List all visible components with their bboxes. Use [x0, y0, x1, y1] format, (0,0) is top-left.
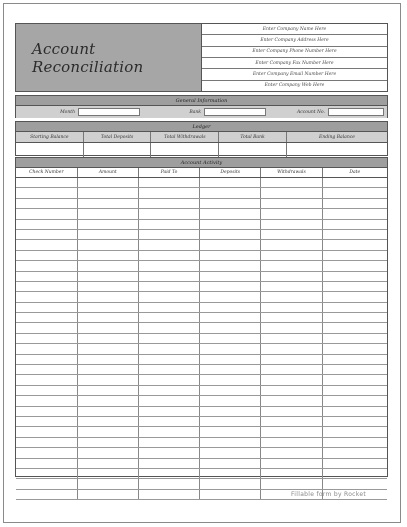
ledger-heading: Ledger [16, 122, 387, 132]
paid-to-cell[interactable] [138, 479, 199, 489]
check-number-cell[interactable] [16, 406, 77, 416]
date-cell[interactable] [322, 219, 387, 229]
paid-to-cell[interactable] [138, 375, 199, 385]
withdrawals-cell[interactable] [261, 198, 322, 208]
deposits-header: Deposits [200, 168, 261, 178]
withdrawals-cell[interactable] [261, 323, 322, 333]
paid-to-cell[interactable] [138, 333, 199, 343]
check-number-cell[interactable] [16, 313, 77, 323]
ending-balance-label: Ending Balance [319, 134, 355, 140]
deposits-cell[interactable] [200, 178, 261, 188]
total-deposits-label: Total Deposits [84, 132, 152, 142]
withdrawals-cell[interactable] [261, 344, 322, 354]
table-row [16, 209, 387, 219]
paid-to-cell[interactable] [138, 313, 199, 323]
check-number-cell[interactable] [16, 188, 77, 198]
amount-cell[interactable] [77, 375, 138, 385]
date-header: Date [322, 168, 387, 178]
table-row [16, 292, 387, 302]
check-number-cell[interactable] [16, 458, 77, 468]
paid-to-cell[interactable] [138, 416, 199, 426]
table-row [16, 178, 387, 188]
deposits-cell[interactable] [200, 292, 261, 302]
company-address-field[interactable]: Enter Company Address Here [202, 35, 387, 46]
withdrawals-cell[interactable] [261, 292, 322, 302]
starting-balance-label: Starting Balance [16, 132, 84, 142]
check-number-cell[interactable] [16, 178, 77, 188]
paid-to-cell[interactable] [138, 427, 199, 437]
paid-to-cell[interactable] [138, 261, 199, 271]
bank-label: Bank [189, 109, 201, 115]
withdrawals-cell[interactable] [261, 313, 322, 323]
table-row [16, 250, 387, 260]
paid-to-cell[interactable] [138, 437, 199, 447]
amount-cell[interactable] [77, 323, 138, 333]
amount-cell[interactable] [77, 229, 138, 239]
amount-cell[interactable] [77, 271, 138, 281]
deposits-cell[interactable] [200, 271, 261, 281]
footer-watermark: Fillable form by Rocket [290, 491, 366, 498]
check-number-cell[interactable] [16, 365, 77, 375]
deposits-cell[interactable] [200, 323, 261, 333]
withdrawals-cell[interactable] [261, 178, 322, 188]
amount-cell[interactable] [77, 489, 138, 499]
paid-to-cell[interactable] [138, 385, 199, 395]
check-number-header: Check Number [16, 168, 77, 178]
date-cell[interactable] [322, 240, 387, 250]
check-number-cell[interactable] [16, 468, 77, 478]
table-row [16, 188, 387, 198]
deposits-cell[interactable] [200, 427, 261, 437]
check-number-cell[interactable] [16, 219, 77, 229]
date-cell[interactable] [322, 479, 387, 489]
table-row [16, 427, 387, 437]
amount-cell[interactable] [77, 385, 138, 395]
check-number-cell[interactable] [16, 271, 77, 281]
account-number-label: Account No. [296, 109, 325, 115]
company-name-field[interactable]: Enter Company Name Here [202, 24, 387, 35]
withdrawals-cell[interactable] [261, 458, 322, 468]
deposits-cell[interactable] [200, 468, 261, 478]
table-row [16, 375, 387, 385]
deposits-cell[interactable] [200, 313, 261, 323]
withdrawals-cell[interactable] [261, 396, 322, 406]
total-bank-field[interactable] [219, 143, 287, 157]
check-number-cell[interactable] [16, 323, 77, 333]
date-cell[interactable] [322, 437, 387, 447]
amount-cell[interactable] [77, 458, 138, 468]
check-number-cell[interactable] [16, 489, 77, 499]
table-row [16, 271, 387, 281]
paid-to-cell[interactable] [138, 209, 199, 219]
deposits-cell[interactable] [200, 229, 261, 239]
table-row [16, 396, 387, 406]
paid-to-cell[interactable] [138, 219, 199, 229]
deposits-cell[interactable] [200, 198, 261, 208]
table-row [16, 406, 387, 416]
date-cell[interactable] [322, 448, 387, 458]
general-information-heading: General Information [16, 96, 387, 106]
amount-cell[interactable] [77, 448, 138, 458]
month-label: Month [60, 109, 75, 115]
amount-cell[interactable] [77, 313, 138, 323]
account-activity-heading: Account Activity [16, 158, 387, 168]
withdrawals-cell[interactable] [261, 479, 322, 489]
table-row [16, 333, 387, 343]
withdrawals-cell[interactable] [261, 188, 322, 198]
general-information-row [16, 106, 387, 118]
deposits-cell[interactable] [200, 375, 261, 385]
date-cell[interactable] [322, 302, 387, 312]
table-row [16, 240, 387, 250]
paid-to-cell[interactable] [138, 323, 199, 333]
paid-to-cell[interactable] [138, 271, 199, 281]
table-row [16, 281, 387, 291]
deposits-cell[interactable] [200, 479, 261, 489]
deposits-cell[interactable] [200, 219, 261, 229]
paid-to-cell[interactable] [138, 448, 199, 458]
paid-to-cell[interactable] [138, 302, 199, 312]
ledger-values [16, 143, 387, 157]
account-number-field[interactable] [328, 108, 384, 116]
paid-to-cell[interactable] [138, 344, 199, 354]
withdrawals-cell[interactable] [261, 448, 322, 458]
table-row [16, 344, 387, 354]
total-deposits-field[interactable] [84, 143, 152, 157]
check-number-cell[interactable] [16, 437, 77, 447]
paid-to-cell[interactable] [138, 188, 199, 198]
date-cell[interactable] [322, 250, 387, 260]
table-row [16, 219, 387, 229]
form-page [3, 3, 401, 523]
deposits-cell[interactable] [200, 437, 261, 447]
deposits-cell[interactable] [200, 209, 261, 219]
table-row [16, 416, 387, 426]
date-cell[interactable] [322, 261, 387, 271]
amount-cell[interactable] [77, 250, 138, 260]
account-activity-section [15, 157, 388, 477]
check-number-cell[interactable] [16, 292, 77, 302]
activity-rows [16, 178, 387, 500]
withdrawals-cell[interactable] [261, 354, 322, 364]
deposits-cell[interactable] [200, 448, 261, 458]
withdrawals-cell[interactable] [261, 437, 322, 447]
deposits-cell[interactable] [200, 365, 261, 375]
paid-to-cell[interactable] [138, 240, 199, 250]
date-cell[interactable] [322, 281, 387, 291]
form-title: Account Reconciliation [32, 39, 144, 76]
date-cell[interactable] [322, 229, 387, 239]
withdrawals-cell[interactable] [261, 416, 322, 426]
date-cell[interactable] [322, 178, 387, 188]
check-number-cell[interactable] [16, 354, 77, 364]
account-activity-table [16, 168, 387, 500]
check-number-cell[interactable] [16, 385, 77, 395]
company-phone-field[interactable]: Enter Company Phone Number Here [202, 47, 387, 58]
check-number-cell[interactable] [16, 427, 77, 437]
table-row [16, 479, 387, 489]
table-row [16, 365, 387, 375]
date-cell[interactable] [322, 427, 387, 437]
company-web-field[interactable]: Enter Company Web Here [264, 83, 325, 89]
deposits-cell[interactable] [200, 458, 261, 468]
deposits-cell[interactable] [200, 385, 261, 395]
amount-cell[interactable] [77, 396, 138, 406]
withdrawals-cell[interactable] [261, 250, 322, 260]
paid-to-header: Paid To [138, 168, 199, 178]
paid-to-cell[interactable] [138, 198, 199, 208]
deposits-cell[interactable] [200, 333, 261, 343]
general-information-section [15, 95, 388, 118]
deposits-cell[interactable] [200, 281, 261, 291]
amount-cell[interactable] [77, 354, 138, 364]
withdrawals-cell[interactable] [261, 261, 322, 271]
deposits-cell[interactable] [200, 188, 261, 198]
withdrawals-cell[interactable] [261, 406, 322, 416]
withdrawals-cell[interactable] [261, 281, 322, 291]
check-number-cell[interactable] [16, 229, 77, 239]
date-cell[interactable] [322, 354, 387, 364]
deposits-cell[interactable] [200, 302, 261, 312]
deposits-cell[interactable] [200, 261, 261, 271]
date-cell[interactable] [322, 416, 387, 426]
paid-to-cell[interactable] [138, 250, 199, 260]
date-cell[interactable] [322, 313, 387, 323]
company-info [202, 24, 387, 91]
deposits-cell[interactable] [200, 489, 261, 499]
ledger-labels [16, 132, 387, 143]
table-row [16, 313, 387, 323]
table-row [16, 468, 387, 478]
date-cell[interactable] [322, 344, 387, 354]
deposits-cell[interactable] [200, 250, 261, 260]
company-email-field[interactable]: Enter Company Email Number Here [202, 69, 387, 80]
withdrawals-cell[interactable] [261, 302, 322, 312]
check-number-cell[interactable] [16, 333, 77, 343]
deposits-cell[interactable] [200, 344, 261, 354]
check-number-cell[interactable] [16, 240, 77, 250]
date-cell[interactable] [322, 375, 387, 385]
amount-cell[interactable] [77, 209, 138, 219]
check-number-cell[interactable] [16, 344, 77, 354]
paid-to-cell[interactable] [138, 365, 199, 375]
check-number-cell[interactable] [16, 261, 77, 271]
check-number-cell[interactable] [16, 250, 77, 260]
table-row [16, 354, 387, 364]
date-cell[interactable] [322, 468, 387, 478]
amount-cell[interactable] [77, 406, 138, 416]
date-cell[interactable] [322, 385, 387, 395]
check-number-cell[interactable] [16, 479, 77, 489]
total-bank-label: Total Bank [219, 132, 287, 142]
paid-to-cell[interactable] [138, 281, 199, 291]
total-withdrawals-field[interactable] [151, 143, 219, 157]
amount-cell[interactable] [77, 219, 138, 229]
amount-cell[interactable] [77, 416, 138, 426]
table-row [16, 229, 387, 239]
check-number-cell[interactable] [16, 416, 77, 426]
amount-cell[interactable] [77, 178, 138, 188]
amount-cell[interactable] [77, 198, 138, 208]
check-number-cell[interactable] [16, 302, 77, 312]
table-row [16, 261, 387, 271]
check-number-cell[interactable] [16, 448, 77, 458]
table-row [16, 448, 387, 458]
amount-cell[interactable] [77, 365, 138, 375]
withdrawals-cell[interactable] [261, 365, 322, 375]
paid-to-cell[interactable] [138, 178, 199, 188]
check-number-cell[interactable] [16, 396, 77, 406]
paid-to-cell[interactable] [138, 406, 199, 416]
date-cell[interactable] [322, 209, 387, 219]
table-row [16, 458, 387, 468]
check-number-cell[interactable] [16, 198, 77, 208]
title-box [16, 24, 202, 91]
ledger-section [15, 121, 388, 156]
withdrawals-cell[interactable] [261, 333, 322, 343]
amount-cell[interactable] [77, 292, 138, 302]
table-row [16, 385, 387, 395]
withdrawals-cell[interactable] [261, 219, 322, 229]
deposits-cell[interactable] [200, 354, 261, 364]
amount-cell[interactable] [77, 188, 138, 198]
table-row [16, 302, 387, 312]
withdrawals-cell[interactable] [261, 427, 322, 437]
table-row [16, 198, 387, 208]
withdrawals-cell[interactable] [261, 209, 322, 219]
withdrawals-cell[interactable] [261, 240, 322, 250]
amount-cell[interactable] [77, 479, 138, 489]
paid-to-cell[interactable] [138, 458, 199, 468]
withdrawals-cell[interactable] [261, 375, 322, 385]
paid-to-cell[interactable] [138, 468, 199, 478]
paid-to-cell[interactable] [138, 292, 199, 302]
withdrawals-header: Withdrawals [261, 168, 322, 178]
amount-cell[interactable] [77, 240, 138, 250]
total-withdrawals-label: Total Withdrawals [151, 132, 219, 142]
deposits-cell[interactable] [200, 416, 261, 426]
table-row [16, 323, 387, 333]
date-cell[interactable] [322, 396, 387, 406]
check-number-cell[interactable] [16, 209, 77, 219]
amount-cell[interactable] [77, 333, 138, 343]
amount-cell[interactable] [77, 427, 138, 437]
date-cell[interactable] [322, 271, 387, 281]
date-cell[interactable] [322, 458, 387, 468]
date-cell[interactable] [322, 365, 387, 375]
form-header [15, 23, 388, 92]
withdrawals-cell[interactable] [261, 385, 322, 395]
amount-cell[interactable] [77, 261, 138, 271]
amount-cell[interactable] [77, 302, 138, 312]
date-cell[interactable] [322, 406, 387, 416]
activity-header-row [16, 168, 387, 178]
date-cell[interactable] [322, 292, 387, 302]
date-cell[interactable] [322, 188, 387, 198]
ending-balance-field[interactable] [287, 143, 387, 157]
withdrawals-cell[interactable] [261, 271, 322, 281]
starting-balance-field[interactable] [16, 143, 84, 157]
deposits-cell[interactable] [200, 240, 261, 250]
paid-to-cell[interactable] [138, 489, 199, 499]
withdrawals-cell[interactable] [261, 468, 322, 478]
paid-to-cell[interactable] [138, 229, 199, 239]
date-cell[interactable] [322, 323, 387, 333]
deposits-cell[interactable] [200, 406, 261, 416]
amount-header: Amount [77, 168, 138, 178]
date-cell[interactable] [322, 333, 387, 343]
check-number-cell[interactable] [16, 281, 77, 291]
amount-cell[interactable] [77, 281, 138, 291]
date-cell[interactable] [322, 198, 387, 208]
table-row [16, 437, 387, 447]
month-field[interactable] [78, 108, 140, 116]
withdrawals-cell[interactable] [261, 229, 322, 239]
paid-to-cell[interactable] [138, 354, 199, 364]
amount-cell[interactable] [77, 468, 138, 478]
amount-cell[interactable] [77, 437, 138, 447]
company-fax-field[interactable]: Enter Company Fax Number Here [202, 58, 387, 69]
paid-to-cell[interactable] [138, 396, 199, 406]
deposits-cell[interactable] [200, 396, 261, 406]
amount-cell[interactable] [77, 344, 138, 354]
bank-field[interactable] [204, 108, 266, 116]
check-number-cell[interactable] [16, 375, 77, 385]
